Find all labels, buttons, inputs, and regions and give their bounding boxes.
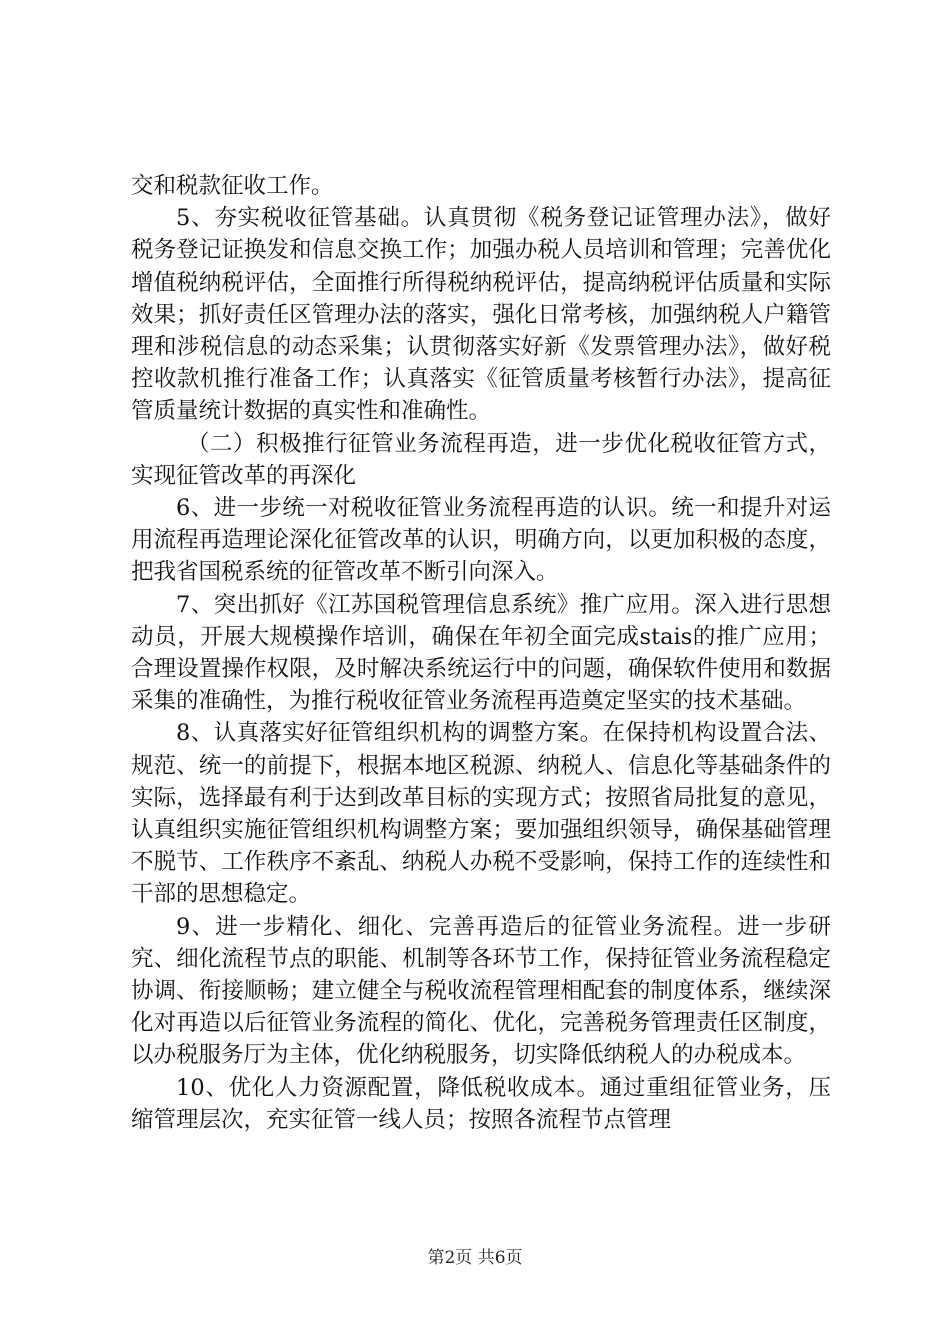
paragraph-item-7: 7、突出抓好《江苏国税管理信息系统》推广应用。深入进行思想动员，开展大规模操作培训，确保在年初全面完成stais的推广应用；合理设置操作权限，及时解决系统运行中的问题，确保软件使用和数据采集的准确性，为推行税收征管业务流程再造奠定坚实的技术基础。	[131, 591, 831, 715]
paragraph-item-9: 9、进一步精化、细化、完善再造后的征管业务流程。进一步研究、细化流程节点的职能、机制等各环节工作，保持征管业务流程稳定协调、衔接顺畅；建立健全与税收流程管理相配套的制度体系，继续深化对再造以后征管业务流程的简化、优化，完善税务管理责任区制度，以办税服务厅为主体，优化纳税服务，切实降低纳税人的办税成本。	[131, 913, 831, 1069]
document-body	[131, 170, 831, 1136]
section-heading-2: （二）积极推行征管业务流程再造，进一步优化税收征管方式，实现征管改革的再深化	[131, 430, 831, 489]
paragraph-item-8: 8、认真落实好征管组织机构的调整方案。在保持机构设置合法、规范、统一的前提下，根据本地区税源、纳税人、信息化等基础条件的实际，选择最有利于达到改革目标的实现方式；按照省局批复的意见，认真组织实施征管组织机构调整方案；要加强组织领导，确保基础管理不脱节、工作秩序不紊乱、纳税人办税不受影响，保持工作的连续性和干部的思想稳定。	[131, 720, 831, 908]
page-footer	[0, 1243, 950, 1268]
paragraph-continuation: 交和税款征收工作。	[131, 173, 334, 199]
paragraph-item-5: 5、夯实税收征管基础。认真贯彻《税务登记证管理办法》，做好税务登记证换发和信息交换工作；加强办税人员培训和管理；完善优化增值税纳税评估，全面推行所得税纳税评估，提高纳税评估质量和实际效果；抓好责任区管理办法的落实，强化日常考核，加强纳税人户籍管理和涉税信息的动态采集；认贯彻落实好新《发票管理办法》，做好税控收款机推行准备工作；认真落实《征管质量考核暂行办法》，提高征管质量统计数据的真实性和准确性。	[131, 205, 831, 425]
paragraph-item-10: 10、优化人力资源配置，降低税收成本。通过重组征管业务，压缩管理层次，充实征管一线人员；按照各流程节点管理	[131, 1074, 831, 1133]
page-number-label: 第2页 共6页	[427, 1248, 523, 1268]
paragraph-item-6: 6、进一步统一对税收征管业务流程再造的认识。统一和提升对运用流程再造理论深化征管改革的认识，明确方向，以更加积极的态度，把我省国税系统的征管改革不断引向深入。	[131, 495, 831, 586]
